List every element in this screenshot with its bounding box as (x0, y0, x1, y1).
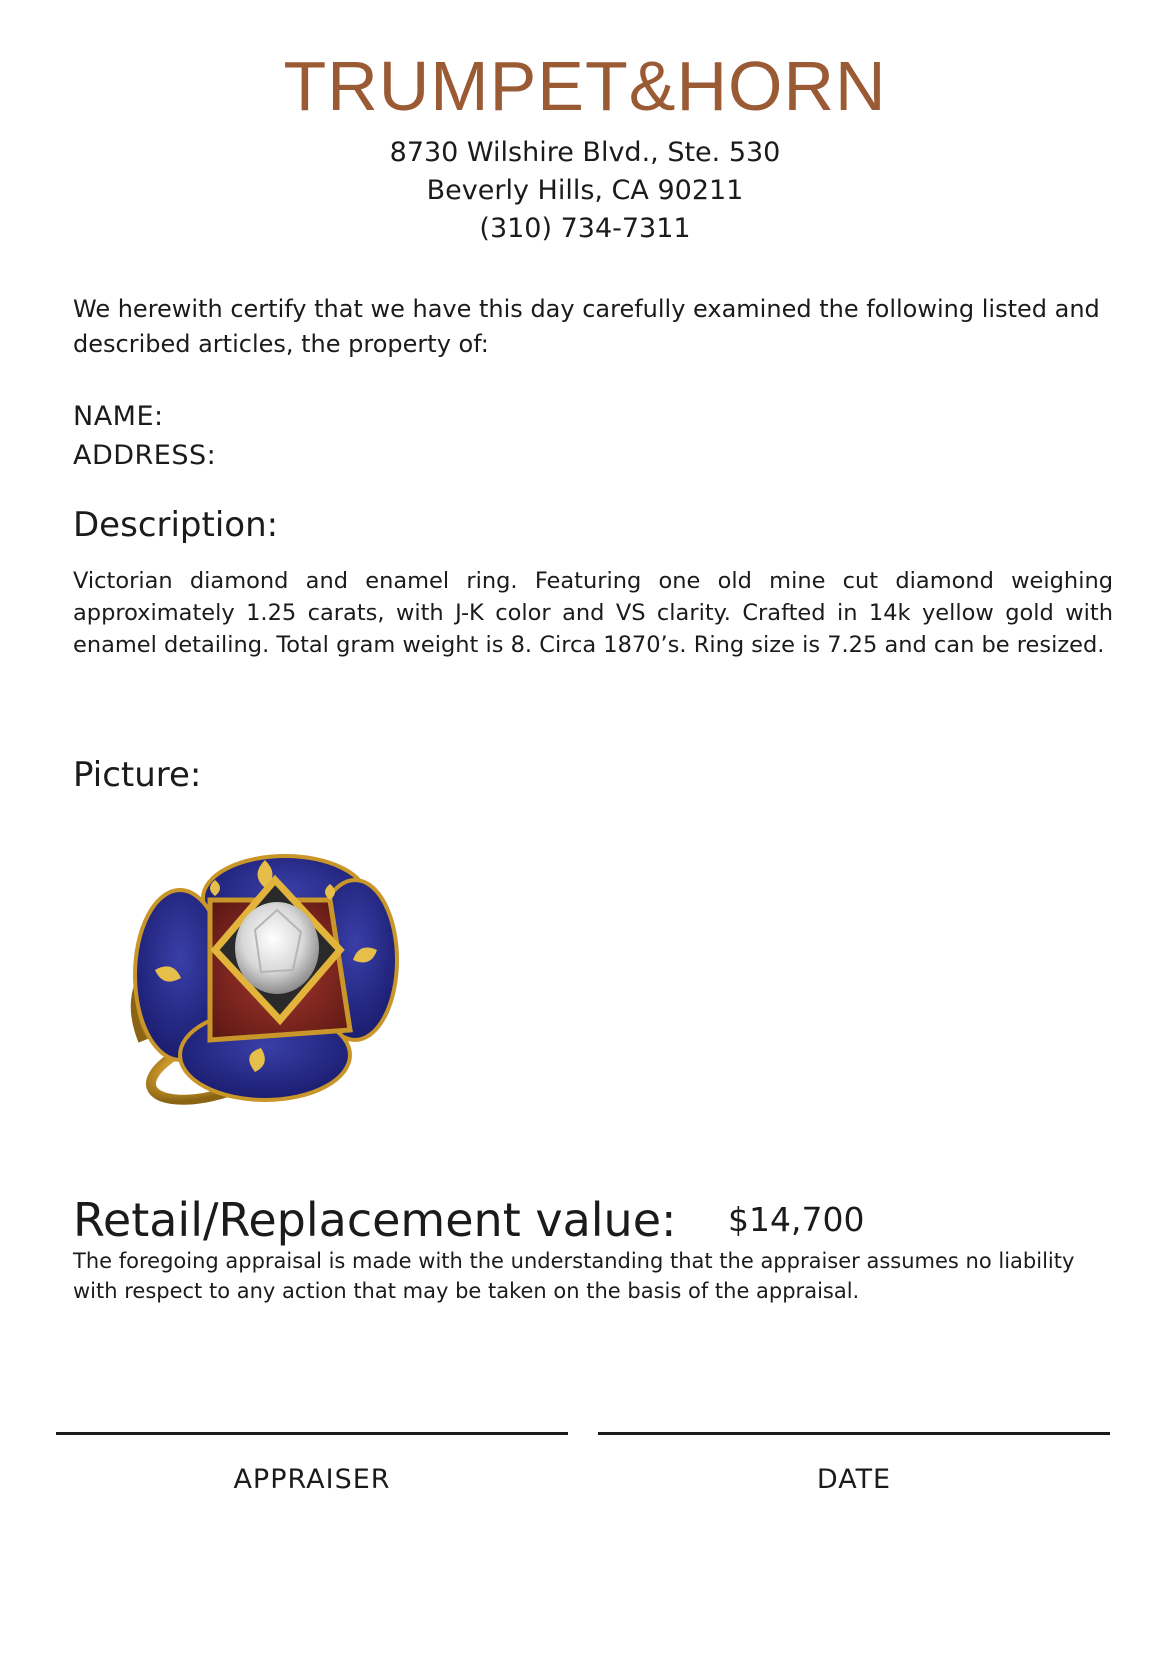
address-line-1: 8730 Wilshire Blvd., Ste. 530 (389, 137, 781, 168)
appraiser-label: APPRAISER (233, 1464, 391, 1495)
appraiser-signature-line[interactable] (56, 1432, 568, 1435)
phone-number: (310) 734-7311 (479, 213, 691, 244)
retail-value-amount: $14,700 (728, 1200, 865, 1239)
picture-heading: Picture: (73, 755, 202, 795)
description-text: Victorian diamond and enamel ring. Featuring one old mine cut diamond weighing approximately 1.25 carats, with J-K color and VS clarity. Crafted in 14k yellow gold with enamel detailing. Total gram weight is 8. Circa 1870’s. Ring size is 7.25 and can be resized. (73, 568, 1113, 658)
name-label: NAME: (73, 401, 164, 432)
address-label: ADDRESS: (73, 440, 217, 471)
ring-photo (115, 840, 425, 1120)
date-label: DATE (816, 1464, 892, 1495)
store-address (0, 134, 1170, 248)
date-signature-line[interactable] (598, 1432, 1110, 1435)
owner-fields (73, 397, 216, 475)
certification-statement: We herewith certify that we have this day carefully examined the following listed and described articles, the property of: (73, 295, 1100, 358)
brand-logo: TRUMPET&HORN (283, 47, 887, 125)
retail-value-label: Retail/Replacement value: (73, 1193, 677, 1247)
ring-photo-icon (115, 840, 425, 1120)
description-heading: Description: (73, 505, 279, 545)
disclaimer-text: The foregoing appraisal is made with the understanding that the appraiser assumes no liability with respect to any action that may be taken on the basis of the appraisal. (73, 1249, 1075, 1303)
address-line-2: Beverly Hills, CA 90211 (426, 175, 744, 206)
